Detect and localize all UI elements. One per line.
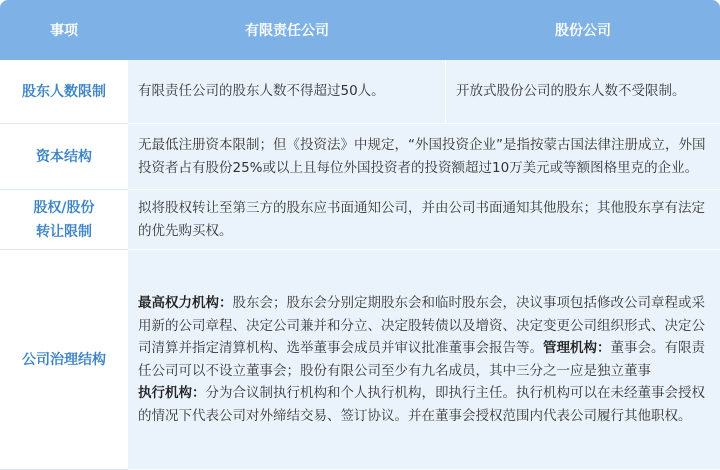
header-item: 事项 — [0, 0, 128, 60]
governance-supreme-text: 股东会；股东会分别定期股东会和临时股东会，决议事项包括修改公司章程或采用新的公司章程、决定公司兼并和分立、决定股转债以及增资、决定变更公司组织形式、决定公司清算并指定清算机构、选举董事会成员并审议批准董事会报告等。 — [138, 295, 705, 356]
row-label-shareholders: 股东人数限制 — [0, 60, 128, 124]
row-label-transfer — [0, 190, 128, 250]
row-label-capital: 资本结构 — [0, 124, 128, 190]
header-llc: 有限责任公司 — [128, 0, 446, 60]
row-label-transfer-line2: 转让限制 — [36, 223, 92, 240]
cell-shareholders-jsc: 开放式股份公司的股东人数不受限制。 — [446, 60, 720, 124]
governance-executive — [138, 382, 712, 427]
cell-transfer: 拟将股权转让至第三方的股东应书面通知公司，并由公司书面通知其他股东；其他股东享有法定的优先购买权。 — [128, 190, 720, 250]
header-jsc: 股份公司 — [446, 0, 720, 60]
governance-management-title: 管理机构： — [543, 340, 611, 356]
governance-supreme-title: 最高权力机构： — [138, 295, 233, 311]
governance-executive-title: 执行机构： — [138, 385, 206, 401]
cell-governance — [128, 250, 720, 470]
row-label-governance: 公司治理结构 — [0, 250, 128, 470]
cell-capital: 无最低注册资本限制；但《投资法》中规定，“外国投资企业”是指按蒙古国法律注册成立，外国投资者占有股份25%或以上且每位外国投资者的投资额超过10万美元或等额图格里克的企业。 — [128, 124, 720, 190]
cell-shareholders-llc: 有限责任公司的股东人数不得超过50人。 — [128, 60, 446, 124]
governance-supreme — [138, 292, 712, 382]
governance-management-text: 董事会。有限责任公司可以不设立董事会；股份有限公司至少有九名成员，其中三分之一应是独立董事 — [138, 340, 705, 379]
governance-executive-text: 分为合议制执行机构和个人执行机构，即执行主任。执行机构可以在未经董事会授权的情况下代表公司对外缔结交易、签订协议。并在董事会授权范围内代表公司履行其他职权。 — [138, 385, 705, 424]
row-label-transfer-line1: 股权/股份 — [33, 199, 95, 216]
